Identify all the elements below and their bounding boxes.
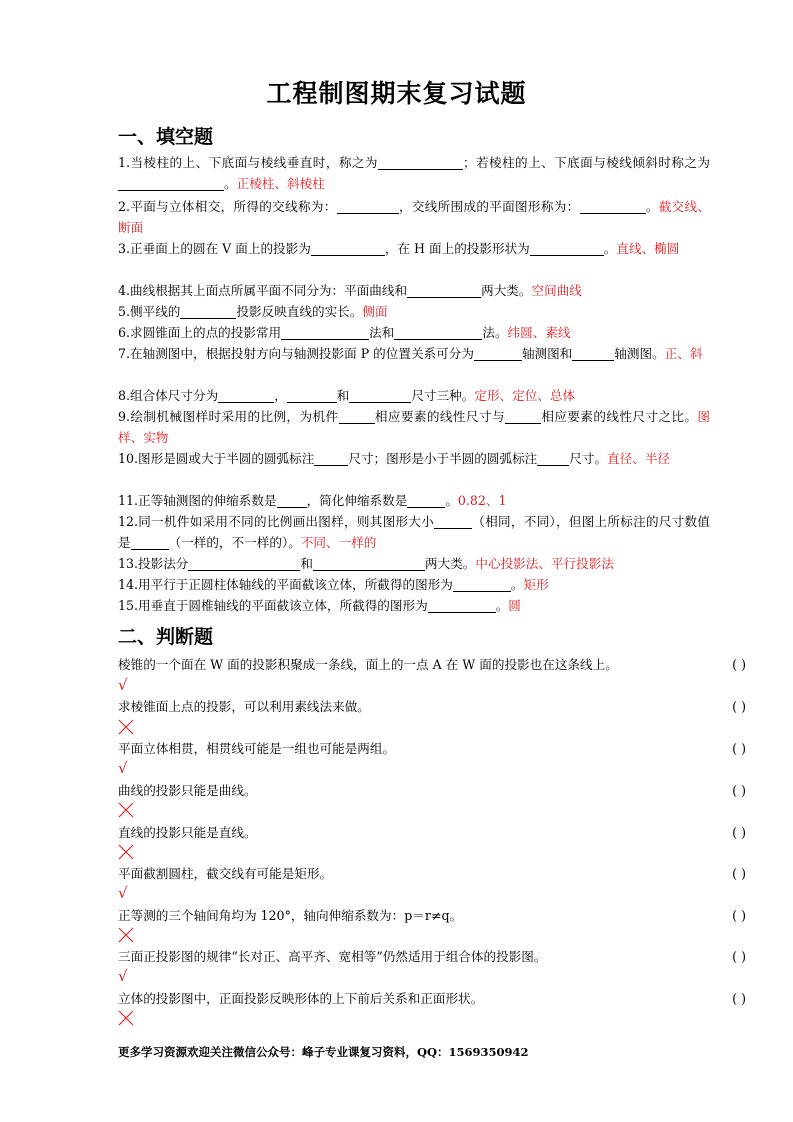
- answer-blank: [311, 241, 385, 256]
- answer-blank: [434, 514, 472, 529]
- answer-text: 侧面: [362, 304, 388, 319]
- page-title: 工程制图期末复习试题: [266, 79, 527, 108]
- question-text: 棱锥的一个面在 W 面的投影积聚成一条线，面上的一点 A 在 W 面的投影也在这条线上。: [118, 657, 618, 672]
- question-text: 3.正垂面上的圆在 V 面上的投影为: [118, 241, 311, 256]
- question-text: 立体的投影图中，正面投影反映形体的上下前后关系和正面形状。: [118, 991, 484, 1006]
- question-text: （相同，不同），但图上所标注的尺寸数值是: [118, 514, 711, 550]
- answer-blank: [281, 325, 369, 340]
- answer-blank: [407, 283, 481, 298]
- judge-question-8: [118, 946, 746, 967]
- question-text: 投影反映直线的实长。: [236, 304, 363, 319]
- section-heading-judge: 二、判断题: [118, 626, 214, 648]
- question-text: 尺寸三种。: [411, 388, 475, 403]
- answer-blank: [131, 535, 169, 550]
- judge-question-1: [118, 654, 746, 675]
- question-text: 轴测图。: [614, 346, 665, 361]
- answer-blank: [378, 155, 463, 170]
- question-text: 曲线的投影只能是曲线。: [118, 783, 257, 798]
- question-text: 4.曲线根据其上面点所属平面不同分为：平面曲线和: [118, 283, 408, 298]
- check-mark: √: [118, 676, 128, 694]
- answer-blank: [474, 346, 522, 361]
- answer-parentheses: ( ): [732, 908, 746, 923]
- answer-blank: [407, 493, 445, 508]
- fill-question-15: [118, 595, 710, 616]
- question-text: 求棱锥面上点的投影，可以利用素线法来做。: [118, 699, 370, 714]
- fill-question-12: [118, 511, 710, 553]
- question-text: 法。: [482, 325, 508, 340]
- answer-blank: [453, 577, 511, 592]
- question-text: 。: [603, 241, 617, 256]
- question-text: 。: [645, 199, 659, 214]
- check-mark: √: [118, 884, 128, 902]
- answer-blank: [428, 598, 496, 613]
- question-text: 15.用垂直于圆椎轴线的平面截该立体，所截得的图形为: [118, 598, 428, 613]
- question-text: ，: [274, 388, 287, 403]
- answer-parentheses: ( ): [732, 991, 746, 1006]
- footer-note: 更多学习资源欢迎关注微信公众号：峰子专业课复习资料，QQ：1569350942: [118, 1045, 529, 1059]
- answer-parentheses: ( ): [732, 741, 746, 756]
- question-text: 2.平面与立体相交，所得的交线称为：: [118, 199, 337, 214]
- question-text: 直线的投影只能是直线。: [118, 825, 257, 840]
- question-text: 三面正投影图的规律“长对正、高平齐、宽相等”仍然适用于组合体的投影图。: [118, 949, 547, 964]
- answer-blank: [394, 325, 482, 340]
- answer-text: 矩形: [523, 577, 549, 592]
- answer-parentheses: ( ): [732, 866, 746, 881]
- fill-question-9: [118, 406, 710, 448]
- answer-blank: [218, 388, 274, 403]
- question-text: 相应要素的线性尺寸之比。: [540, 409, 698, 424]
- answer-blank: [180, 304, 236, 319]
- answer-text: 纬圆、素线: [507, 325, 571, 340]
- judge-question-2: [118, 696, 746, 717]
- answer-parentheses: ( ): [732, 949, 746, 964]
- question-text: 6.求圆锥面上的点的投影常用: [118, 325, 282, 340]
- question-text: 。: [224, 176, 237, 191]
- answer-blank: [580, 199, 646, 214]
- answer-blank: [118, 176, 224, 191]
- question-text: 13.投影法分: [118, 556, 189, 571]
- question-text: 11.正等轴测图的伸缩系数是: [118, 493, 277, 508]
- cross-mark-icon: [118, 802, 134, 818]
- judge-question-6: [118, 863, 746, 884]
- answer-blank: [277, 493, 307, 508]
- question-text: 9.绘制机械图样时采用的比例，为机件: [118, 409, 339, 424]
- answer-parentheses: ( ): [732, 657, 746, 672]
- question-text: 7.在轴测图中，根据投射方向与轴测投影面 P 的位置关系可分为: [118, 346, 474, 361]
- answer-parentheses: ( ): [732, 699, 746, 714]
- fill-question-10: [118, 448, 710, 469]
- answer-blank: [349, 388, 411, 403]
- fill-question-13: [118, 553, 710, 574]
- cross-mark-icon: [118, 719, 134, 735]
- answer-blank: [314, 451, 348, 466]
- question-text: 相应要素的线性尺寸与: [374, 409, 505, 424]
- question-text: 轴测图和: [521, 346, 573, 361]
- answer-text: 空间曲线: [531, 283, 582, 298]
- answer-blank: [287, 388, 337, 403]
- answer-blank: [572, 346, 614, 361]
- question-text: 正等测的三个轴间角均为 120°，轴向伸缩系数为：p＝r≠q。: [118, 908, 463, 923]
- question-text: 。: [510, 577, 524, 592]
- question-text: （一样的，不一样的）。: [168, 535, 301, 550]
- answer-text: 正棱柱、斜棱柱: [236, 176, 325, 191]
- question-text: ，交线所围成的平面图形称为：: [398, 199, 580, 214]
- judge-question-4: [118, 780, 746, 801]
- answer-text: 中心投影法、平行投影法: [475, 556, 614, 571]
- answer-blank: [530, 241, 604, 256]
- fill-question-8: [118, 385, 710, 406]
- question-text: 10.图形是圆或大于半圆的圆弧标注: [118, 451, 315, 466]
- answer-blank: [505, 409, 541, 424]
- judge-question-7: [118, 905, 746, 926]
- question-text: 尺寸。: [569, 451, 608, 466]
- answer-text: 直径、半径: [607, 451, 670, 466]
- section-heading-fill: 一、填空题: [118, 126, 214, 148]
- fill-question-5: [118, 301, 710, 322]
- fill-question-2: [118, 196, 710, 238]
- answer-parentheses: ( ): [732, 825, 746, 840]
- question-text: 法和: [369, 325, 395, 340]
- cross-mark-icon: [118, 1010, 134, 1026]
- answer-text: 图样、实物: [118, 409, 711, 445]
- answer-text: 圆: [508, 598, 521, 613]
- cross-mark-icon: [118, 927, 134, 943]
- question-text: ；若棱柱的上、下底面与棱线倾斜时称之为: [462, 155, 710, 170]
- fill-question-14: [118, 574, 710, 595]
- answer-text: 不同、一样的: [300, 535, 377, 550]
- answer-text: 0.82、1: [457, 493, 507, 508]
- answer-parentheses: ( ): [732, 783, 746, 798]
- judge-question-3: [118, 738, 746, 759]
- answer-blank: [337, 199, 399, 214]
- cross-mark-icon: [118, 844, 134, 860]
- question-text: ，在 H 面上的投影形状为: [384, 241, 530, 256]
- question-text: 14.用平行于正圆柱体轴线的平面截该立体，所截得的图形为: [118, 577, 453, 592]
- judge-question-9: [118, 988, 746, 1009]
- question-text: 。: [445, 493, 458, 508]
- answer-text: 直线、椭圆: [616, 241, 680, 256]
- fill-question-3: [118, 238, 710, 259]
- question-text: 两大类。: [425, 556, 476, 571]
- answer-text: 正、斜: [664, 346, 703, 361]
- question-text: 8.组合体尺寸分为: [118, 388, 219, 403]
- question-text: 尺寸；图形是小于半圆的圆弧标注: [348, 451, 538, 466]
- question-text: 两大类。: [481, 283, 532, 298]
- fill-question-4: [118, 280, 710, 301]
- answer-blank: [339, 409, 375, 424]
- question-text: 平面立体相贯，相贯线可能是一组也可能是两组。: [118, 741, 396, 756]
- answer-blank: [313, 556, 425, 571]
- judge-question-5: [118, 822, 746, 843]
- answer-text: 定形、定位、总体: [474, 388, 576, 403]
- check-mark: √: [118, 967, 128, 985]
- question-text: 。: [495, 598, 509, 613]
- fill-question-1: [118, 152, 710, 194]
- question-text: 和: [300, 556, 313, 571]
- check-mark: √: [118, 759, 128, 777]
- question-text: ，简化伸缩系数是: [306, 493, 408, 508]
- answer-blank: [537, 451, 569, 466]
- question-text: 和: [336, 388, 350, 403]
- answer-blank: [188, 556, 300, 571]
- fill-question-11: [118, 490, 710, 511]
- answer-text: 截交线、断面: [118, 199, 711, 235]
- question-text: 平面截割圆柱，截交线有可能是矩形。: [118, 866, 333, 881]
- question-text: 1.当棱柱的上、下底面与棱线垂直时，称之为: [118, 155, 378, 170]
- fill-question-6: [118, 322, 710, 343]
- question-text: 12.同一机件如采用不同的比例画出图样，则其图形大小: [118, 514, 435, 529]
- fill-question-7: [118, 343, 710, 364]
- question-text: 5.侧平线的: [118, 304, 181, 319]
